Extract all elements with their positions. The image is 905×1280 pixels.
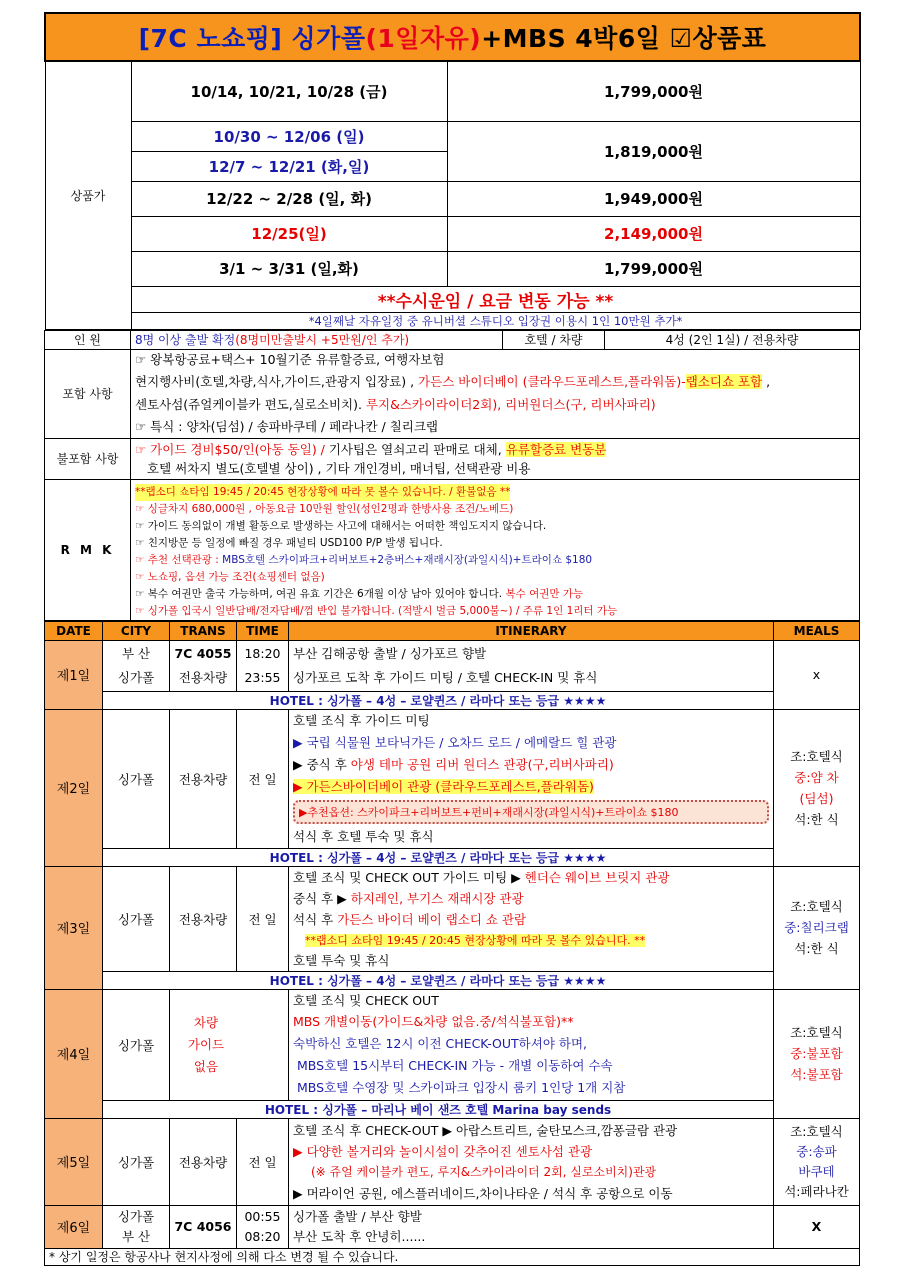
day5-city: 싱가폴 [103, 1118, 170, 1205]
day5-row [45, 1118, 860, 1205]
day5-itinerary: 호텔 조식 후 CHECK-OUT ▶ 아랍스트리트, 술탄모스크,깜퐁글람 관광 ▶ 다양한 볼거리와 놀이시설이 갖추어진 센토사섬 관광 (※ 쥬얼 케이블카 편도, 루지&스카이라이더 2회, 실로소비치)관광 ▶ 머라이언 공원, 에스플러네이드,차이나타운 / 석식 후 공항으로 이동 [289, 1118, 774, 1205]
day3-itinerary: 호텔 조식 및 CHECK OUT 가이드 미팅 ▶ 헨더슨 웨이브 브릿지 관광 중식 후 ▶ 하지레인, 부기스 재래시장 관광 석식 후 가든스 바이더 베이 랩소디 쇼 관람 **랩소디 쇼타임 19:45 / 20:45 현장상황에 따라 못 볼수 있습니다. ** 호텔 투숙 및 휴식 [289, 866, 774, 971]
day6-city: 싱가폴 부 산 [103, 1205, 170, 1248]
day5-trans: 전용차량 [170, 1118, 237, 1205]
day6-trans: 7C 4056 [170, 1205, 237, 1248]
people-value: 8명 이상 출발 확정 [135, 333, 236, 347]
day2-time: 전 일 [237, 709, 289, 848]
price-notice: **수시운임 / 요금 변동 가능 ** [131, 286, 860, 312]
people-label: 인 원 [45, 330, 131, 349]
day2-meals: 조:호텔식 중:얌 차 (딤섬) 석:한 식 [774, 709, 860, 866]
day1-row [45, 640, 860, 691]
hotel-vehicle-label: 호텔 / 차량 [503, 330, 605, 349]
day1-label: 제1일 [45, 640, 103, 709]
day2-row [45, 709, 860, 848]
day1-meals: x [774, 640, 860, 709]
day6-label: 제6일 [45, 1205, 103, 1248]
rmk-content: **랩소디 쇼타임 19:45 / 20:45 현장상황에 따라 못 볼수 있습니다. / 환불없음 ** ☞ 싱글차지 680,000원 , 아동요금 10만원 할인(성인2명과 한방사용 조건/노베드) ☞ 가이드 동의없이 개별 활동으로 발생하는 사고에 대해서는 어떠한 책임도지지 않습니다. ☞ 친지방문 등 일정에 빠질 경우 패널티 USD100 P/P 발생 됩니다. ☞ 추천 선택관광 : MBS호텔 스카이파크+리버보트+2층버스+재래시장(과일시식)+트라이쇼 $180 ☞ 노쇼핑, 옵션 가능 조건(쇼핑센터 없음) ☞ 복수 여권만 출국 가능하며, 여권 유효 기간은 6개월 이상 남아 있어야 합니다. 복수 여권만 가능 ☞ 싱가폴 입국시 일반담배/전자담배/껌 반입 불가합니다. (적발시 벌금 5,000불~) / 주류 1인 1리터 가능 [131, 479, 860, 620]
day1-hotel: HOTEL : 싱가폴 – 4성 – 로얄퀸즈 / 라마다 또는 등급 ★★★★ [103, 691, 774, 709]
day2-trans: 전용차량 [170, 709, 237, 848]
day4-label: 제4일 [45, 989, 103, 1118]
price-dates: 3/1 ~ 3/31 (일,화) [131, 251, 447, 286]
day2-itinerary: 호텔 조식 후 가이드 미팅 ▶ 국립 식물원 보타닉가든 / 오차드 로드 / 에메랄드 힐 관광 ▶ 중식 후 야생 테마 공원 리버 원더스 관광(구,리버사파리) ▶ 가든스바이더베이 관광 (클라우드포레스트,플라워돔) ▶추천옵션: 스카이파크+리버보트+펀비+재래시장(과일시식)+트라이쇼 $180 석식 후 호텔 투숙 및 휴식 [289, 709, 774, 848]
day5-time: 전 일 [237, 1118, 289, 1205]
header-city: CITY [103, 621, 170, 640]
rmk-label: R M K [45, 479, 131, 620]
day2-hotel: HOTEL : 싱가폴 – 4성 – 로얄퀸즈 / 라마다 또는 등급 ★★★★ [103, 848, 774, 866]
day5-label: 제5일 [45, 1118, 103, 1205]
day4-itinerary: 호텔 조식 및 CHECK OUT MBS 개별이동(가이드&차량 없음.중/석식불포함)** 숙박하신 호텔은 12시 이전 CHECK-OUT하셔야 하며, MBS호텔 15시부터 CHECK-IN 가능 - 개별 이동하여 수속 MBS호텔 수영장 및 스카이파크 입장시 룸키 1인당 1개 지참 [289, 989, 774, 1100]
hotel-vehicle-value: 4성 (2인 1실) / 전용차량 [605, 330, 860, 349]
excluded-label: 불포함 사항 [45, 438, 131, 479]
day4-hotel: HOTEL : 싱가폴 – 마리나 베이 샌즈 호텔 Marina bay sends [103, 1100, 774, 1118]
included-label: 포함 사항 [45, 349, 131, 438]
day4-row [45, 989, 860, 1100]
header-itinerary: ITINERARY [289, 621, 774, 640]
day3-meals: 조:호텔식 중:칠리크랩 석:한 식 [774, 866, 860, 989]
day2-city: 싱가폴 [103, 709, 170, 848]
day4-meals: 조:호텔식 중:불포함 석:불포함 [774, 989, 860, 1118]
price-value: 1,799,000원 [447, 251, 860, 286]
header-trans: TRANS [170, 621, 237, 640]
day2-label: 제2일 [45, 709, 103, 866]
info-table [44, 330, 860, 621]
page-title: [7C 노쇼핑] 싱가폴(1일자유)+MBS 4박6일 ☑상품표 [45, 13, 860, 61]
day6-time: 00:55 08:20 [237, 1205, 289, 1248]
price-value: 2,149,000원 [447, 216, 860, 251]
price-dates: 10/30 ~ 12/06 (일) [131, 121, 447, 151]
day6-row [45, 1205, 860, 1248]
price-value: 1,799,000원 [447, 61, 860, 121]
day3-time: 전 일 [237, 866, 289, 971]
footnote: * 상기 일정은 항공사나 현지사정에 의해 다소 변경 될 수 있습니다. [45, 1248, 860, 1265]
day4-trans: 차량 가이드 없음 [170, 989, 289, 1100]
day3-label: 제3일 [45, 866, 103, 989]
included-content: ☞ 왕복항공료+택스+ 10월기준 유류할증료, 여행자보험 현지행사비(호텔,차량,식사,가이드,관광지 입장료) , 가든스 바이더베이 (클라우드포레스트,플라워돔)-랩소디쇼 포함 , 센토사섬(쥬얼케이블카 편도,실로소비치). 루지&스카이라이더2회), 리버원더스(구, 리버사파리) ☞ 특식 : 양차(딤섬) / 송파바쿠테 / 페라나칸 / 칠리크랩 [131, 349, 860, 438]
day1-time: 18:20 23:55 [237, 640, 289, 691]
price-value: 1,819,000원 [447, 121, 860, 181]
price-dates: 12/22 ~ 2/28 (일, 화) [131, 181, 447, 216]
day3-hotel: HOTEL : 싱가폴 – 4성 – 로얄퀸즈 / 라마다 또는 등급 ★★★★ [103, 971, 774, 989]
price-value: 1,949,000원 [447, 181, 860, 216]
day1-trans: 7C 4055 전용차량 [170, 640, 237, 691]
day6-meals: X [774, 1205, 860, 1248]
header-meals: MEALS [774, 621, 860, 640]
price-dates: 12/25(일) [131, 216, 447, 251]
header-date: DATE [45, 621, 103, 640]
header-time: TIME [237, 621, 289, 640]
day3-row [45, 866, 860, 971]
excluded-content: ☞ 가이드 경비$50/인(아동 동일) / 기사팁은 열쇠고리 판매로 대체, 유류할증료 변동분 호텔 써차지 별도(호텔별 상이) , 기타 개인경비, 매너팁, 선택관광 비용 [131, 438, 860, 479]
product-sheet [44, 12, 859, 1266]
price-label: 상품가 [45, 61, 131, 329]
itinerary-table [44, 621, 860, 1266]
day3-city: 싱가폴 [103, 866, 170, 971]
day3-trans: 전용차량 [170, 866, 237, 971]
people-surcharge: (8명미만출발시 +5만원/인 추가) [235, 333, 410, 347]
day5-meals: 조:호텔식 중:송파 바쿠테 석:페라나칸 [774, 1118, 860, 1205]
day6-itinerary: 싱가폴 출발 / 부산 향발 부산 도착 후 안녕히...... [289, 1205, 774, 1248]
day4-city: 싱가폴 [103, 989, 170, 1100]
price-sub-notice: *4일째날 자유일정 중 유니버셜 스튜디오 입장권 이용시 1인 10만원 추가* [131, 312, 860, 329]
day1-city: 부 산 싱가폴 [103, 640, 170, 691]
day1-itinerary: 부산 김해공항 출발 / 싱가포르 향발 싱가포르 도착 후 가이드 미팅 / 호텔 CHECK-IN 및 휴식 [289, 640, 774, 691]
price-dates: 10/14, 10/21, 10/28 (금) [131, 61, 447, 121]
price-dates: 12/7 ~ 12/21 (화,일) [131, 151, 447, 181]
recommended-option: ▶추천옵션: 스카이파크+리버보트+펀비+재래시장(과일시식)+트라이쇼 $180 [293, 800, 769, 824]
header-table [44, 12, 861, 330]
